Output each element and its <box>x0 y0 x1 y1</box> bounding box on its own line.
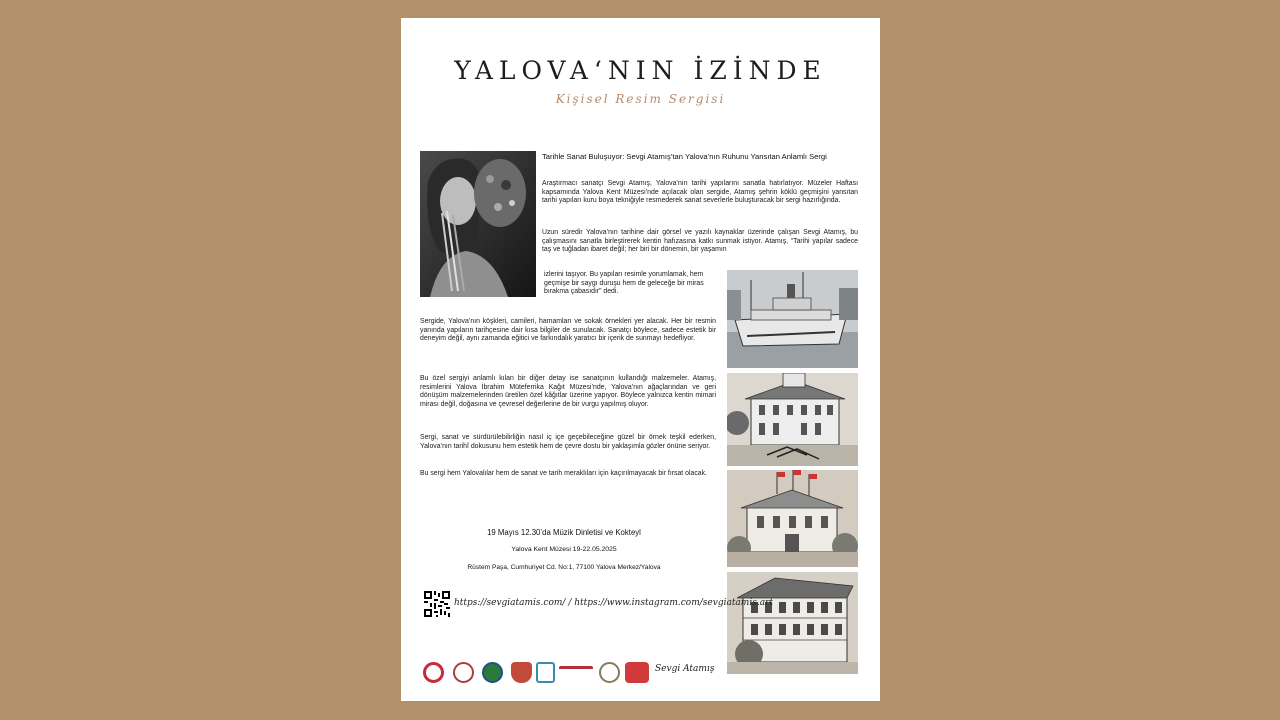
sponsor-logo-icon <box>482 662 503 683</box>
sponsor-logo-icon <box>599 662 620 683</box>
paragraph-sustainability: Sergi, sanat ve sürdürülebilirliğin nasıl iç içe geçebileceğine güzel bir örnek teşkil ederken, Yalova’nın tarihî dokusunu hem estetik hem de çevre dostu bir yaklaşımla gözler önüne seriyor. <box>420 434 716 450</box>
artwork-station-drawing <box>727 373 858 466</box>
sponsor-logo-icon <box>511 662 532 683</box>
sponsor-logo-icon <box>559 666 593 683</box>
artwork-mansion-drawing <box>727 572 858 674</box>
sponsor-logo-icon <box>536 662 555 683</box>
website-link[interactable]: https://sevgiatamis.com/ <box>454 598 566 608</box>
event-address: Rüstem Paşa, Cumhuriyet Cd. No:1, 77100 Yalova Merkez/Yalova <box>467 564 661 571</box>
social-links <box>454 598 773 608</box>
sponsor-logo-icon <box>453 662 474 683</box>
sponsor-logos <box>423 662 723 688</box>
paragraph-research: Uzun süredir Yalova’nın tarihine dair görsel ve yazılı kaynaklar üzerinde çalışan Sevgi Atamış, bu çalışmasını sanatla birleştirerek kentin hafızasına katkı sunmak istiyor. Atamış, “Tarihi yapılar sadece taş ve tuğladan ibaret değil; her biri bir dönemin, bir yaşamın <box>542 229 858 254</box>
paragraph-materials: Bu özel sergiyi anlamlı kılan bir diğer detay ise sanatçının kullandığı malzemeler. Atamış, resimlerini Yalova İbrahim Müteferrika Kağıt Müzesi’nde, Yalova’nın ağaçlarından ve geri dönüşüm malzemelerinden üretilen özel kâğıtlar üzerine yapıyor. Böylece yalnızca kentin mimari mirası değil, doğasına ve çevresel değerlerine de bir vurgu yapılmış oluyor. <box>420 375 716 408</box>
sponsor-logo-icon <box>423 662 444 683</box>
paragraph-exhibition-content: Sergide, Yalova’nın köşkleri, camileri, hamamları ve sokak örnekleri yer alacak. Her bir resmin yanında yapıların tarihçesine dair kısa bilgiler de sunulacak. Sanatçı böylece, sadece estetik bir deneyim değil, aynı zamanda eğitici ve farkındalık yaratıcı bir içerik de sunmayı hedefliyor. <box>420 318 716 343</box>
link-separator: / <box>568 598 572 608</box>
paragraph-quote: izlerini taşıyor. Bu yapıları resimle yorumlamak, hem geçmişe bir saygı duruşu hem de geleceğe bir miras bırakma çabasıdır” dedi. <box>544 271 704 296</box>
event-reception-info: 19 Mayıs 12.30’da Müzik Dinletisi ve Kokteyl <box>487 528 641 537</box>
poster-subtitle: Kişisel Resim Sergisi <box>555 92 726 106</box>
instagram-link[interactable]: https://www.instagram.com/sevgiatamis.art <box>574 598 773 608</box>
event-venue-dates: Yalova Kent Müzesi 19-22.05.2025 <box>511 546 617 553</box>
paragraph-closing: Bu sergi hem Yalovalılar hem de sanat ve tarih meraklıları için kaçırılmayacak bir fırsat olacak. <box>420 470 707 477</box>
article-headline: Tarihle Sanat Buluşuyor: Sevgi Atamış’tan Yalova’nın Ruhunu Yansıtan Anlamlı Sergi <box>542 152 827 161</box>
artist-portrait-photo <box>420 151 536 297</box>
poster-title: YALOVA‘NIN İZİNDE <box>454 56 827 85</box>
artist-signature: Sevgi Atamış <box>655 664 715 674</box>
artwork-museum-drawing <box>727 470 858 567</box>
artwork-ferry-drawing <box>727 270 858 368</box>
sponsor-logo-icon <box>625 662 649 683</box>
qr-code-icon[interactable] <box>424 591 450 617</box>
paragraph-intro: Araştırmacı sanatçı Sevgi Atamış, Yalova’nın tarihi yapılarını sanatla hatırlatıyor. Müzeler Haftası kapsamında Yalova Kent Müzesi’nde açılacak olan sergide, Atamış şehrin köklü geçmişini yansıtan tarihi yapıları kuru boya tekniğiyle resmederek sanat severlerle buluşturacak bir sergi hazırlığında. <box>542 180 858 205</box>
exhibition-poster <box>401 18 880 701</box>
